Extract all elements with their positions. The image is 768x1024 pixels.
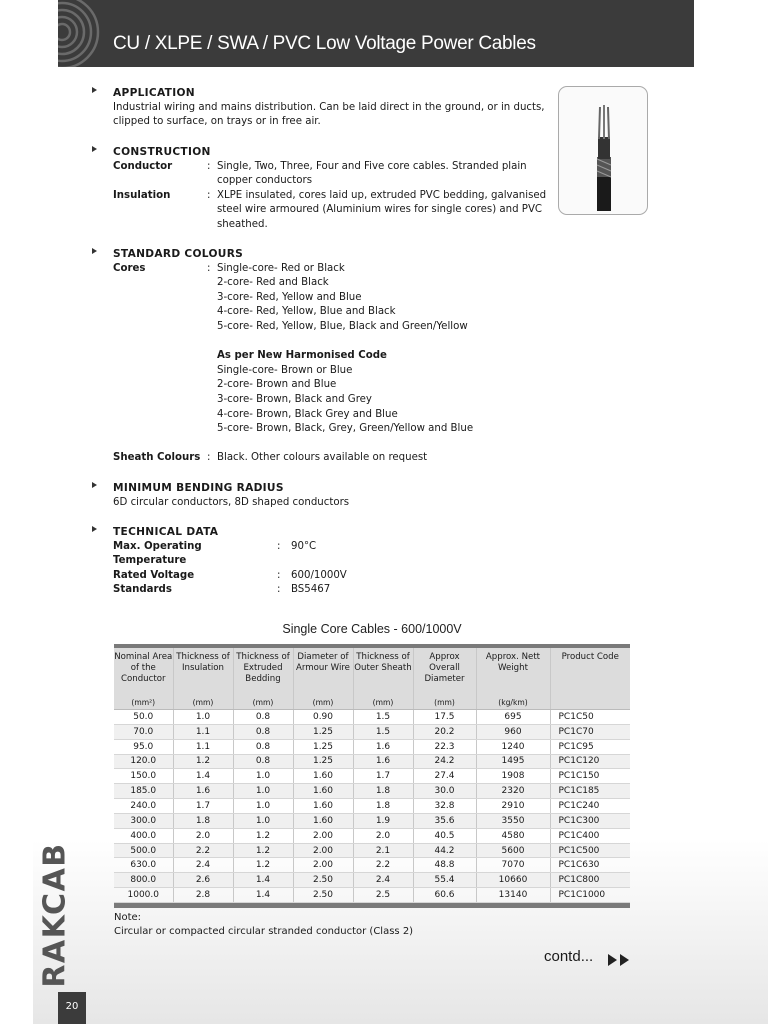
brand-name: RAKCAB [37, 842, 73, 988]
table-cell: 20.2 [413, 724, 476, 739]
table-cell: 3550 [476, 813, 550, 828]
technical-heading: TECHNICAL DATA [113, 526, 219, 538]
table-cell: 55.4 [413, 873, 476, 888]
conductor-value: Single, Two, Three, Four and Five core cables. Stranded plain copper conductors [217, 160, 527, 187]
table-cell: 1.0 [233, 769, 293, 784]
page-number: 20 [58, 992, 86, 1024]
column-header: Diameter of Armour Wire [293, 646, 353, 696]
temp-value: 90°C [291, 540, 317, 552]
table-cell: 0.8 [233, 754, 293, 769]
table-cell: 1.2 [233, 843, 293, 858]
column-unit: (mm) [173, 696, 233, 710]
column-header: Thickness of Extruded Bedding [233, 646, 293, 696]
table-cell: 1.60 [293, 813, 353, 828]
table-cell: 95.0 [114, 739, 173, 754]
table-cell: 32.8 [413, 799, 476, 814]
table-cell: 1.4 [233, 873, 293, 888]
table-cell: 1.0 [233, 784, 293, 799]
table-cell: 120.0 [114, 754, 173, 769]
table-cell: 44.2 [413, 843, 476, 858]
table-cell: 2.00 [293, 858, 353, 873]
table-cell: 1.8 [353, 784, 413, 799]
table-row [114, 739, 630, 754]
table-cell: PC1C185 [550, 784, 630, 799]
core-colour-item: 4-core- Red, Yellow, Blue and Black [217, 306, 396, 318]
table-cell: 2.0 [353, 828, 413, 843]
table-row [114, 710, 630, 725]
table-row [114, 754, 630, 769]
table-cell: 1.6 [353, 739, 413, 754]
note-block [114, 911, 413, 939]
harmonised-colour-item: 5-core- Brown, Black, Grey, Green/Yellow and Blue [217, 423, 474, 435]
double-arrow-right-icon [608, 954, 632, 966]
table-cell: 4580 [476, 828, 550, 843]
table-cell: 1240 [476, 739, 550, 754]
sheath-colours-value: Black. Other colours available on request [217, 452, 428, 464]
table-cell: 1.25 [293, 739, 353, 754]
table-row [114, 813, 630, 828]
table-cell: 1.2 [233, 858, 293, 873]
table-row [114, 828, 630, 843]
standards-label: Standards [113, 584, 172, 596]
column-header: Thickness of Insulation [173, 646, 233, 696]
column-unit: (mm) [293, 696, 353, 710]
table-cell: 800.0 [114, 873, 173, 888]
column-header: Thickness of Outer Sheath [353, 646, 413, 696]
core-colour-item: Single-core- Red or Black [217, 262, 345, 274]
core-colour-item: 5-core- Red, Yellow, Blue, Black and Green/Yellow [217, 320, 468, 332]
table-row [114, 724, 630, 739]
table-cell: PC1C120 [550, 754, 630, 769]
insulation-label: Insulation [113, 189, 171, 201]
swirl-logo-icon [58, 0, 110, 67]
table-cell: 1.5 [353, 710, 413, 725]
table-row [114, 873, 630, 888]
table-cell: 2.00 [293, 843, 353, 858]
brand-wordmark [35, 842, 75, 988]
table-cell: 2.6 [173, 873, 233, 888]
harmonised-colour-item: Single-core- Brown or Blue [217, 364, 353, 376]
table-cell: PC1C50 [550, 710, 630, 725]
bullet-arrow-icon [92, 482, 97, 488]
construction-heading: CONSTRUCTION [113, 146, 211, 158]
column-unit [550, 696, 630, 710]
bending-value: 6D circular conductors, 8D shaped conductors [113, 496, 350, 508]
table-row [114, 784, 630, 799]
table-cell: PC1C70 [550, 724, 630, 739]
table-title: Single Core Cables - 600/1000V [282, 622, 462, 636]
table-cell: 2.2 [173, 843, 233, 858]
voltage-value: 600/1000V [291, 569, 347, 581]
table-cell: 1.5 [353, 724, 413, 739]
table-cell: 50.0 [114, 710, 173, 725]
bending-heading: MINIMUM BENDING RADIUS [113, 482, 284, 494]
table-cell: 1.0 [233, 799, 293, 814]
bullet-arrow-icon [92, 87, 97, 93]
table-cell: PC1C240 [550, 799, 630, 814]
table-cell: 10660 [476, 873, 550, 888]
application-heading: APPLICATION [113, 87, 195, 99]
column-header: Approx. Nett Weight [476, 646, 550, 696]
table-cell: PC1C95 [550, 739, 630, 754]
column-unit: (mm) [413, 696, 476, 710]
table-cell: 960 [476, 724, 550, 739]
table-cell: 1.1 [173, 739, 233, 754]
table-cell: 5600 [476, 843, 550, 858]
table-cell: 22.3 [413, 739, 476, 754]
table-cell: 2.50 [293, 888, 353, 903]
table-cell: PC1C500 [550, 843, 630, 858]
table-row [114, 843, 630, 858]
table-cell: 1.0 [233, 813, 293, 828]
harmonised-colour-item: 4-core- Brown, Black Grey and Blue [217, 408, 398, 420]
table-cell: 2.1 [353, 843, 413, 858]
colours-heading: STANDARD COLOURS [113, 248, 244, 260]
column-unit: (mm²) [114, 696, 173, 710]
table-bottom-rule [114, 903, 630, 908]
column-header: Nominal Area of the Conductor [114, 646, 173, 696]
insulation-value: XLPE insulated, cores laid up, extruded PVC bedding, galvanised steel wire armoured (Aluminium wires for single cores) and PVC sheathed. [217, 189, 547, 230]
page-header [58, 0, 694, 67]
construction-section: CONSTRUCTION Conductor : Single, Two, Three, Four and Five core cables. Stranded plain copper conductors Insulation : XLPE insulated, cores laid up, extruded PVC bedding, galvanised steel wire armoured (Aluminium wires for single cores) and PVC sheathed. [92, 145, 552, 233]
cable-cross-section-image [558, 86, 648, 215]
table-cell: 630.0 [114, 858, 173, 873]
table-cell: 1.25 [293, 724, 353, 739]
table-cell: 2320 [476, 784, 550, 799]
table-cell: 1908 [476, 769, 550, 784]
table-row [114, 799, 630, 814]
table-cell: 40.5 [413, 828, 476, 843]
table-cell: 300.0 [114, 813, 173, 828]
table-cell: PC1C800 [550, 873, 630, 888]
application-section [92, 86, 545, 130]
table-cell: 27.4 [413, 769, 476, 784]
application-line-2: clipped to surface, on trays or in free air. [113, 116, 321, 128]
table-cell: 24.2 [413, 754, 476, 769]
table-cell: 400.0 [114, 828, 173, 843]
table-cell: 2.0 [173, 828, 233, 843]
table-cell: 7070 [476, 858, 550, 873]
column-unit: (kg/km) [476, 696, 550, 710]
bullet-arrow-icon [92, 526, 97, 532]
table-row [114, 888, 630, 903]
column-header: Product Code [550, 646, 630, 696]
table-row [114, 858, 630, 873]
conductor-label: Conductor [113, 160, 173, 172]
table-cell: 150.0 [114, 769, 173, 784]
table-cell: 2.50 [293, 873, 353, 888]
table-cell: 2.4 [173, 858, 233, 873]
table-cell: 2.4 [353, 873, 413, 888]
temp-label: Max. Operating Temperature [113, 540, 202, 567]
column-unit: (mm) [233, 696, 293, 710]
voltage-label: Rated Voltage [113, 569, 195, 581]
table-cell: 240.0 [114, 799, 173, 814]
table-cell: 1.8 [173, 813, 233, 828]
table-cell: 695 [476, 710, 550, 725]
table-cell: 1.7 [353, 769, 413, 784]
table-cell: 1.1 [173, 724, 233, 739]
table-cell: 1.60 [293, 784, 353, 799]
table-cell: 0.8 [233, 724, 293, 739]
colours-section: STANDARD COLOURS Cores : Single-core- Red or Black 2-core- Red and Black 3-core- Red, Yellow and Blue 4-core- Red, Yellow, Blue and Black 5-core- Red, Yellow, Blue, Black and Green/Yellow As per New Harmonised Code Single-core- Brown or Blue 2-core- Brown and Blue 3-core- Brown, Black and Grey 4-core- Brown, Black Grey and Blue 5-core- Brown, Black, Grey, Green/Yellow and Blue Sheath Colours : Black. Other colours available on request [92, 247, 552, 466]
table-cell: PC1C1000 [550, 888, 630, 903]
table-cell: 70.0 [114, 724, 173, 739]
sheath-colours-label: Sheath Colours [113, 452, 201, 464]
bullet-arrow-icon [92, 146, 97, 152]
table-row [114, 769, 630, 784]
page-title: CU / XLPE / SWA / PVC Low Voltage Power Cables [113, 33, 536, 54]
table-cell: 1.0 [173, 710, 233, 725]
core-colour-item: 2-core- Red and Black [217, 277, 329, 289]
table-cell: 1495 [476, 754, 550, 769]
table-cell: PC1C150 [550, 769, 630, 784]
table-cell: 1.4 [233, 888, 293, 903]
table-cell: 1.6 [173, 784, 233, 799]
table-cell: 60.6 [413, 888, 476, 903]
table-cell: 0.8 [233, 739, 293, 754]
harmonised-colour-item: 2-core- Brown and Blue [217, 379, 337, 391]
table-cell: 2.8 [173, 888, 233, 903]
table-cell: 2.5 [353, 888, 413, 903]
table-cell: 1.2 [173, 754, 233, 769]
table-cell: 185.0 [114, 784, 173, 799]
table-cell: 500.0 [114, 843, 173, 858]
cores-label: Cores [113, 262, 146, 274]
table-cell: 1.2 [233, 828, 293, 843]
bullet-arrow-icon [92, 248, 97, 254]
standards-value: BS5467 [291, 584, 331, 596]
cable-spec-table [114, 644, 630, 908]
table-cell: 1.4 [173, 769, 233, 784]
cable-illustration-icon [559, 87, 647, 214]
table-cell: 35.6 [413, 813, 476, 828]
table-cell: 1.60 [293, 799, 353, 814]
table-cell: 0.8 [233, 710, 293, 725]
table-cell: PC1C400 [550, 828, 630, 843]
note-label: Note: [114, 912, 142, 923]
harmonised-colour-item: 3-core- Brown, Black and Grey [217, 393, 372, 405]
table-cell: 48.8 [413, 858, 476, 873]
table-cell: 1.60 [293, 769, 353, 784]
table-cell: 2.00 [293, 828, 353, 843]
table-cell: 1.8 [353, 799, 413, 814]
bending-section [92, 481, 349, 510]
table-cell: 13140 [476, 888, 550, 903]
column-header: Approx Overall Diameter [413, 646, 476, 696]
table-cell: PC1C300 [550, 813, 630, 828]
table-cell: 1.7 [173, 799, 233, 814]
table-cell: 1.6 [353, 754, 413, 769]
continued-link[interactable]: contd... [544, 948, 594, 965]
table-cell: 30.0 [413, 784, 476, 799]
harmonised-heading: As per New Harmonised Code [217, 350, 387, 362]
column-unit: (mm) [353, 696, 413, 710]
application-line-1: Industrial wiring and mains distribution. Can be laid direct in the ground, or in ducts, [113, 101, 545, 113]
table-cell: 1.25 [293, 754, 353, 769]
table-cell: 2.2 [353, 858, 413, 873]
table-cell: 1000.0 [114, 888, 173, 903]
note-text: Circular or compacted circular stranded conductor (Class 2) [114, 926, 414, 937]
core-colour-item: 3-core- Red, Yellow and Blue [217, 291, 362, 303]
table-cell: PC1C630 [550, 858, 630, 873]
table-cell: 2910 [476, 799, 550, 814]
table-cell: 17.5 [413, 710, 476, 725]
technical-section: TECHNICAL DATA Max. Operating Temperature : 90°C Rated Voltage : 600/1000V Standards : BS5467 [92, 525, 441, 598]
table-cell: 0.90 [293, 710, 353, 725]
table-cell: 1.9 [353, 813, 413, 828]
